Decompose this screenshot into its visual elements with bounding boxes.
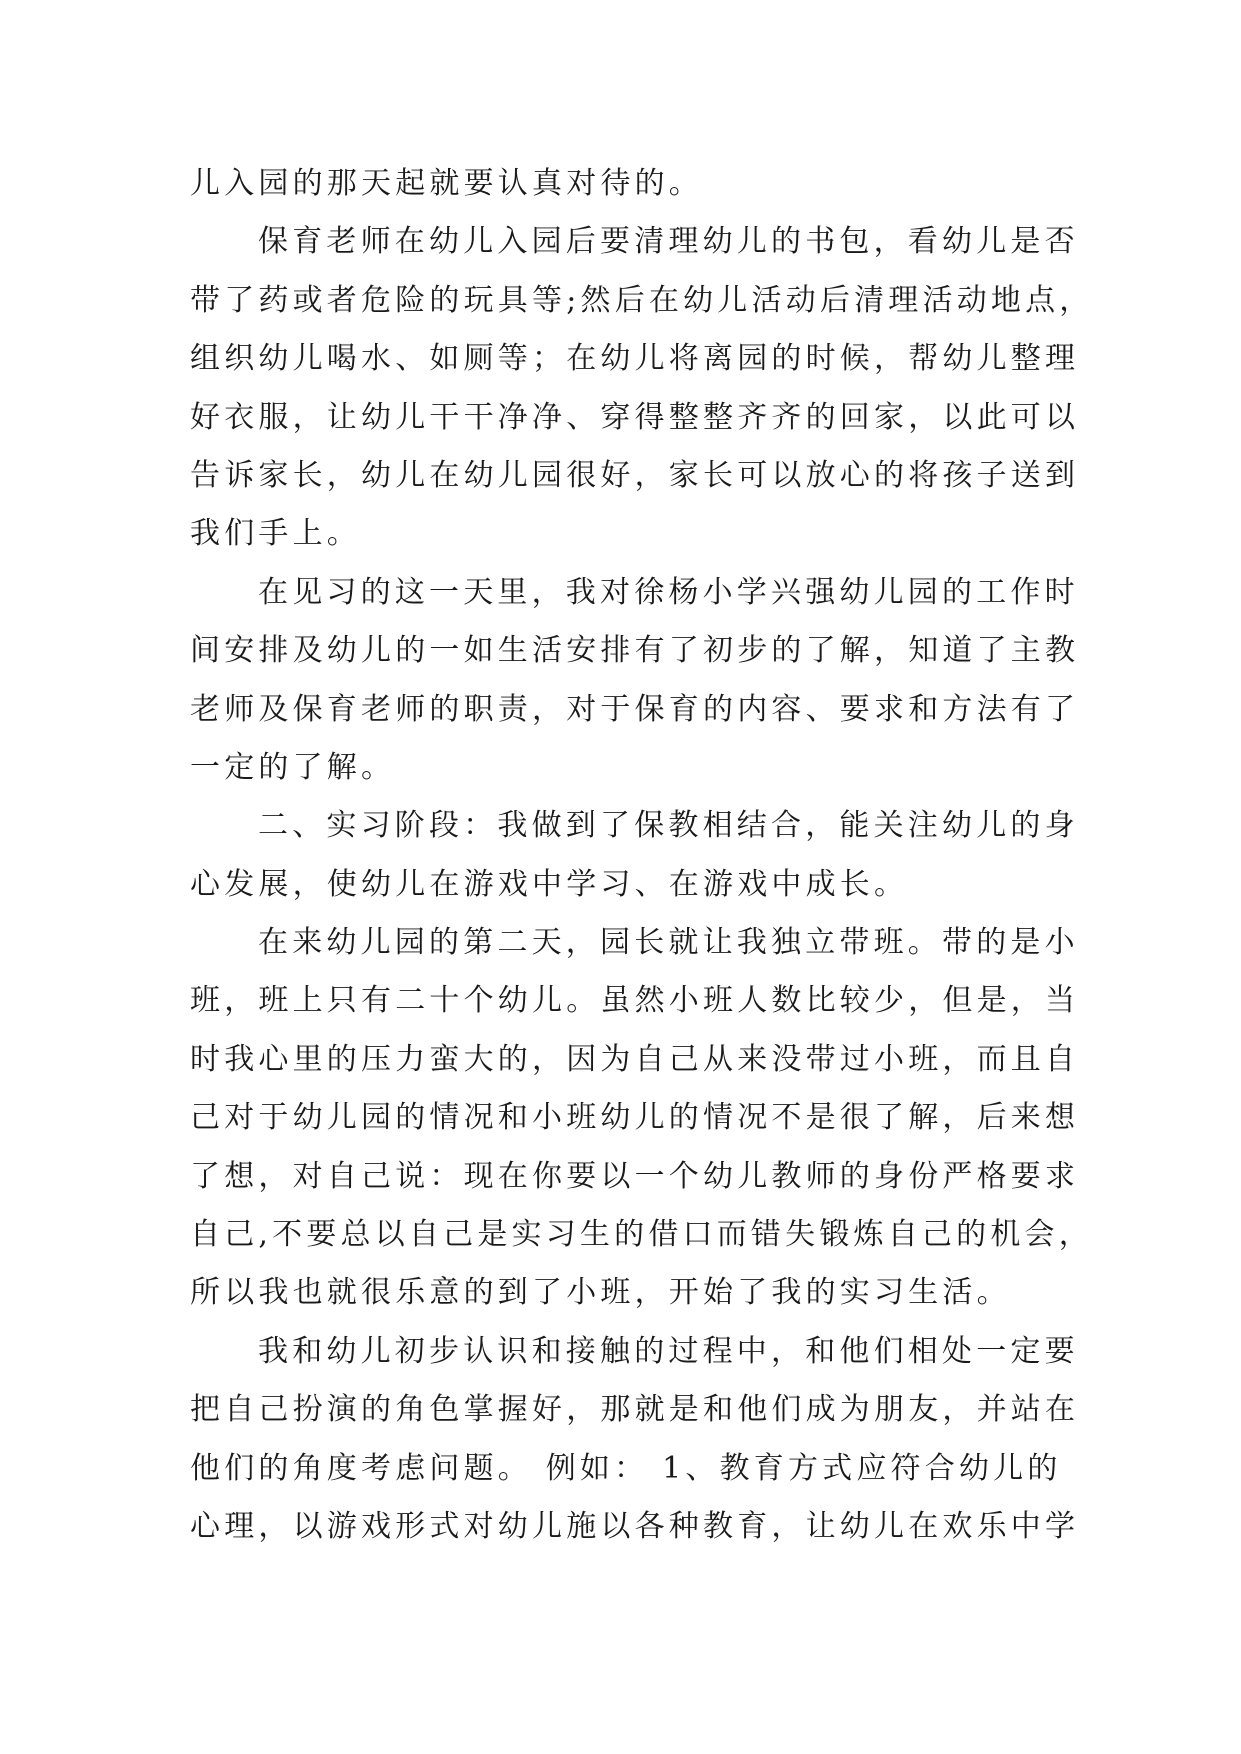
text-line: 间安排及幼儿的一如生活安排有了初步的了解，知道了主教 <box>190 633 1080 669</box>
document-body <box>190 155 1094 1556</box>
text-line: 了想，对自己说：现在你要以一个幼儿教师的身份严格要求 <box>190 1158 1080 1194</box>
text-line: 己对于幼儿园的情况和小班幼儿的情况不是很了解，后来想 <box>190 1100 1080 1136</box>
text-line: 自己,不要总以自己是实习生的借口而错失锻炼自己的机会， <box>190 1217 1093 1253</box>
paragraph-start-line: 在见习的这一天里，我对徐杨小学兴强幼儿园的工作时 <box>258 574 1079 610</box>
text-line: 儿入园的那天起就要认真对待的。 <box>190 166 703 201</box>
text-line: 带了药或者危险的玩具等;然后在幼儿活动后清理活动地点， <box>190 282 1094 318</box>
paragraph-start-line: 在来幼儿园的第二天，园长就让我独立带班。带的是小 <box>258 925 1079 961</box>
text-line: 我们手上。 <box>190 516 361 552</box>
text-line: 所以我也就很乐意的到了小班，开始了我的实习生活。 <box>190 1275 1011 1311</box>
text-line: 好衣服，让幼儿干干净净、穿得整整齐齐的回家，以此可以 <box>190 399 1080 435</box>
section-heading-line: 二、实习阶段：我做到了保教相结合，能关注幼儿的身 <box>258 808 1079 844</box>
paragraph-start-line: 保育老师在幼儿入园后要清理幼儿的书包，看幼儿是否 <box>258 224 1079 260</box>
paragraph-start-line: 我和幼儿初步认识和接触的过程中，和他们相处一定要 <box>258 1333 1079 1369</box>
text-line: 心理，以游戏形式对幼儿施以各种教育，让幼儿在欢乐中学 <box>190 1508 1080 1544</box>
text-line: 班，班上只有二十个幼儿。虽然小班人数比较少，但是，当 <box>190 983 1080 1019</box>
text-line: 组织幼儿喝水、如厕等；在幼儿将离园的时候，帮幼儿整理 <box>190 341 1080 377</box>
text-line: 他们的角度考虑问题。 例如： 1、教育方式应符合幼儿的 <box>190 1450 1062 1486</box>
text-line: 把自己扮演的角色掌握好，那就是和他们成为朋友，并站在 <box>190 1392 1080 1428</box>
text-line: 时我心里的压力蛮大的，因为自己从来没带过小班，而且自 <box>190 1041 1080 1077</box>
text-line: 心发展，使幼儿在游戏中学习、在游戏中成长。 <box>190 866 909 902</box>
text-line: 老师及保育老师的职责，对于保育的内容、要求和方法有了 <box>190 691 1080 727</box>
text-line: 告诉家长，幼儿在幼儿园很好，家长可以放心的将孩子送到 <box>190 457 1080 493</box>
text-line: 一定的了解。 <box>190 749 396 785</box>
